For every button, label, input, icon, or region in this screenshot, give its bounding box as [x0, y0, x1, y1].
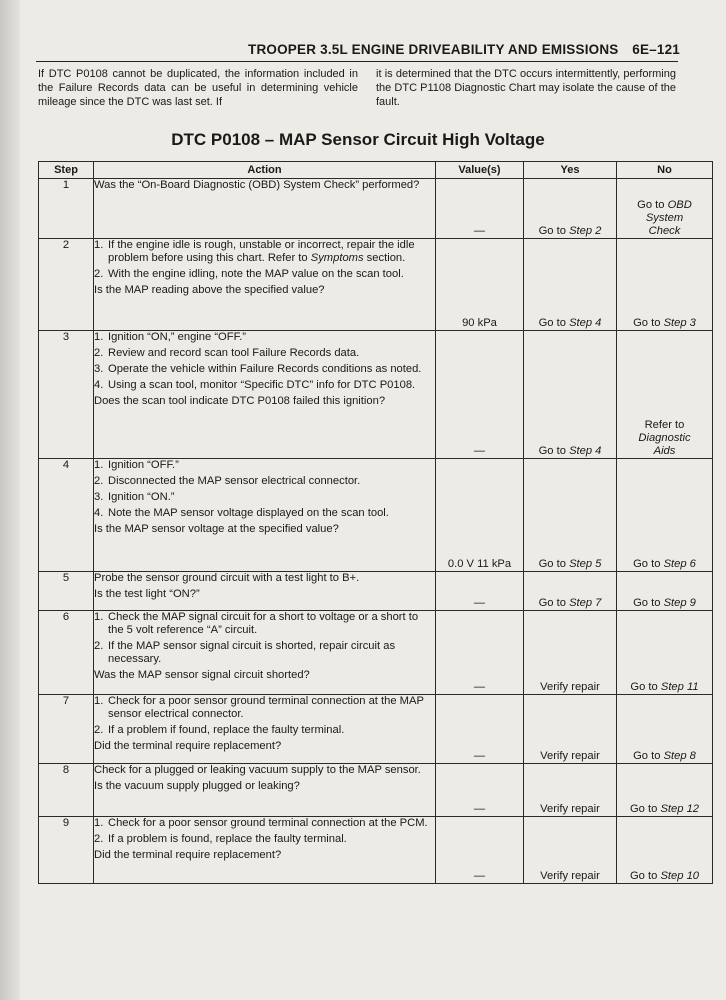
action-item-text: With the engine idling, note the MAP value on the scan tool. [108, 268, 404, 280]
no-cell: Go to Step 11 [617, 611, 713, 695]
value-cell: 0.0 V 11 kPa [436, 459, 524, 572]
action-item-text: Ignition “ON,” engine “OFF.” [108, 331, 247, 343]
yes-cell-target: Step 7 [569, 597, 602, 609]
action-item [94, 363, 435, 376]
yes-cell: Verify repair [524, 817, 617, 884]
yes-cell: Go to Step 2 [524, 179, 617, 239]
table-row [39, 179, 713, 239]
step-number: 4 [39, 459, 94, 572]
no-cell-target: Step 10 [660, 870, 700, 882]
step-number: 5 [39, 572, 94, 611]
yes-cell: Go to Step 4 [524, 331, 617, 459]
action-item [94, 507, 435, 520]
value-cell: — [436, 179, 524, 239]
yes-cell: Verify repair [524, 695, 617, 764]
action-cell [94, 331, 436, 459]
action-text: Check for a plugged or leaking vacuum supply to the MAP sensor. [94, 764, 421, 776]
action-question: Was the MAP sensor signal circuit shorted? [94, 669, 310, 681]
page-header [248, 42, 680, 57]
step-number: 7 [39, 695, 94, 764]
action-item-number: 1. [94, 331, 104, 343]
action-question: Did the terminal require replacement? [94, 740, 282, 752]
table-row [39, 611, 713, 695]
action-item [94, 475, 435, 488]
step-number: 8 [39, 764, 94, 817]
yes-cell-target: Step 2 [569, 225, 602, 237]
value-cell: — [436, 572, 524, 611]
action-cell [94, 817, 436, 884]
no-cell: Go to Step 9 [617, 572, 713, 611]
yes-cell-target: Step 4 [569, 445, 602, 457]
action-cell [94, 572, 436, 611]
no-cell: Go to Step 8 [617, 695, 713, 764]
action-item-text: Ignition “ON.” [108, 491, 175, 503]
step-number: 3 [39, 331, 94, 459]
action-cell [94, 611, 436, 695]
action-text: Was the “On-Board Diagnostic (OBD) System Check” performed? [94, 179, 420, 191]
action-item-text: Operate the vehicle within Failure Records conditions as noted. [108, 363, 422, 375]
action-question: Did the terminal require replacement? [94, 849, 282, 861]
action-item [94, 379, 435, 392]
action-item-text: If the engine idle is rough, unstable or incorrect, repair the idle problem before using this chart. Refer to Symptoms section. [108, 239, 415, 264]
table-row [39, 817, 713, 884]
action-cell [94, 459, 436, 572]
table-row [39, 572, 713, 611]
yes-cell: Go to Step 4 [524, 239, 617, 331]
action-item-number: 2. [94, 347, 104, 359]
action-cell [94, 179, 436, 239]
table-row [39, 239, 713, 331]
no-cell-target: Step 12 [660, 803, 700, 815]
no-cell-line: System [645, 212, 684, 224]
intro-paragraph-right: it is determined that the DTC occurs intermittently, performing the DTC P1108 Diagnostic Chart may isolate the cause of the fault. [376, 68, 676, 108]
header-rule [36, 61, 678, 62]
action-item [94, 239, 435, 265]
no-cell-line: Check [648, 225, 681, 237]
action-item [94, 347, 435, 360]
step-number: 1 [39, 179, 94, 239]
no-cell-target: Step 6 [663, 558, 696, 570]
no-cell-target: Step 3 [663, 317, 696, 329]
step-number: 6 [39, 611, 94, 695]
action-item [94, 833, 435, 846]
header-values: Value(s) [436, 162, 524, 179]
action-item-text: Check for a poor sensor ground terminal connection at the PCM. [108, 817, 428, 829]
action-item-text: Review and record scan tool Failure Records data. [108, 347, 360, 359]
no-cell: Go to Step 10 [617, 817, 713, 884]
no-cell-target: Step 9 [663, 597, 696, 609]
action-item [94, 611, 435, 637]
action-item-text: Note the MAP sensor voltage displayed on the scan tool. [108, 507, 389, 519]
page-number: 6E–121 [632, 42, 680, 57]
value-cell: — [436, 611, 524, 695]
value-cell: — [436, 817, 524, 884]
action-item-number: 1. [94, 695, 104, 707]
no-cell-line: Go to OBD [637, 199, 692, 211]
no-cell: Go to Step 12 [617, 764, 713, 817]
action-item [94, 491, 435, 504]
action-question: Does the scan tool indicate DTC P0108 failed this ignition? [94, 395, 386, 407]
action-item [94, 268, 435, 281]
action-item-number: 2. [94, 833, 104, 845]
action-cell [94, 764, 436, 817]
action-item-number: 2. [94, 268, 104, 280]
action-item-text: If a problem is found, replace the faulty terminal. [108, 833, 347, 845]
action-item-number: 1. [94, 239, 104, 251]
header-action: Action [94, 162, 436, 179]
action-item-text: Disconnected the MAP sensor electrical connector. [108, 475, 361, 487]
table-body [39, 179, 713, 884]
action-item-number: 3. [94, 363, 104, 375]
value-cell: 90 kPa [436, 239, 524, 331]
step-number: 2 [39, 239, 94, 331]
yes-cell: Go to Step 7 [524, 572, 617, 611]
no-cell: Go to Step 6 [617, 459, 713, 572]
action-item-text: Ignition “OFF.” [108, 459, 179, 471]
table-row [39, 695, 713, 764]
action-item-number: 1. [94, 459, 104, 471]
value-cell: — [436, 695, 524, 764]
action-item-number: 2. [94, 640, 104, 652]
no-cell [617, 331, 713, 459]
table-header-row [39, 162, 713, 179]
action-item [94, 817, 435, 830]
section-reference: Symptoms [310, 252, 364, 264]
action-question: Is the MAP reading above the specified value? [94, 284, 325, 296]
action-question: Is the test light “ON?” [94, 588, 200, 600]
no-cell [617, 179, 713, 239]
action-cell [94, 695, 436, 764]
action-item-number: 4. [94, 379, 104, 391]
action-text: Probe the sensor ground circuit with a test light to B+. [94, 572, 360, 584]
action-cell [94, 239, 436, 331]
action-item-text: Check for a poor sensor ground terminal connection at the MAP sensor electrical connector. [108, 695, 424, 720]
yes-cell-target: Step 4 [569, 317, 602, 329]
action-item-number: 1. [94, 611, 104, 623]
table-row [39, 331, 713, 459]
value-cell: — [436, 764, 524, 817]
no-cell-line: Aids [653, 445, 676, 457]
action-question: Is the MAP sensor voltage at the specified value? [94, 523, 339, 535]
yes-cell-target: Step 5 [569, 558, 602, 570]
action-item [94, 724, 435, 737]
action-item-text: Check the MAP signal circuit for a short to voltage or a short to the 5 volt reference “A” circuit. [108, 611, 419, 636]
chart-title: DTC P0108 – MAP Sensor Circuit High Voltage [171, 130, 545, 149]
header-no: No [617, 162, 713, 179]
action-item-number: 2. [94, 475, 104, 487]
page-binding-shadow [0, 0, 20, 1000]
no-cell-target: OBD [667, 199, 692, 211]
action-question: Is the vacuum supply plugged or leaking? [94, 780, 300, 792]
no-cell-line: Refer to [644, 419, 685, 431]
value-cell: — [436, 331, 524, 459]
no-cell: Go to Step 3 [617, 239, 713, 331]
action-item-number: 2. [94, 724, 104, 736]
action-item-number: 1. [94, 817, 104, 829]
action-item-text: If a problem if found, replace the faulty terminal. [108, 724, 345, 736]
step-number: 9 [39, 817, 94, 884]
action-item-number: 4. [94, 507, 104, 519]
yes-cell: Go to Step 5 [524, 459, 617, 572]
header-step: Step [39, 162, 94, 179]
action-item [94, 695, 435, 721]
no-cell-target: Step 11 [660, 681, 699, 693]
table-row [39, 764, 713, 817]
action-item-number: 3. [94, 491, 104, 503]
yes-cell: Verify repair [524, 611, 617, 695]
action-item-text: Using a scan tool, monitor “Specific DTC” info for DTC P0108. [108, 379, 416, 391]
header-yes: Yes [524, 162, 617, 179]
intro-paragraph-left: If DTC P0108 cannot be duplicated, the information included in the Failure Records data can be useful in determining vehicle mileage since the DTC was last set. If [38, 68, 358, 108]
diagnostic-table [38, 161, 713, 884]
action-item [94, 640, 435, 666]
table-row [39, 459, 713, 572]
no-cell-target: Step 8 [663, 750, 696, 762]
yes-cell: Verify repair [524, 764, 617, 817]
action-item [94, 459, 435, 472]
action-item [94, 331, 435, 344]
action-item-text: If the MAP sensor signal circuit is shorted, repair circuit as necessary. [108, 640, 396, 665]
no-cell-line: Diagnostic [638, 432, 691, 444]
header-title: TROOPER 3.5L ENGINE DRIVEABILITY AND EMISSIONS [248, 42, 619, 57]
